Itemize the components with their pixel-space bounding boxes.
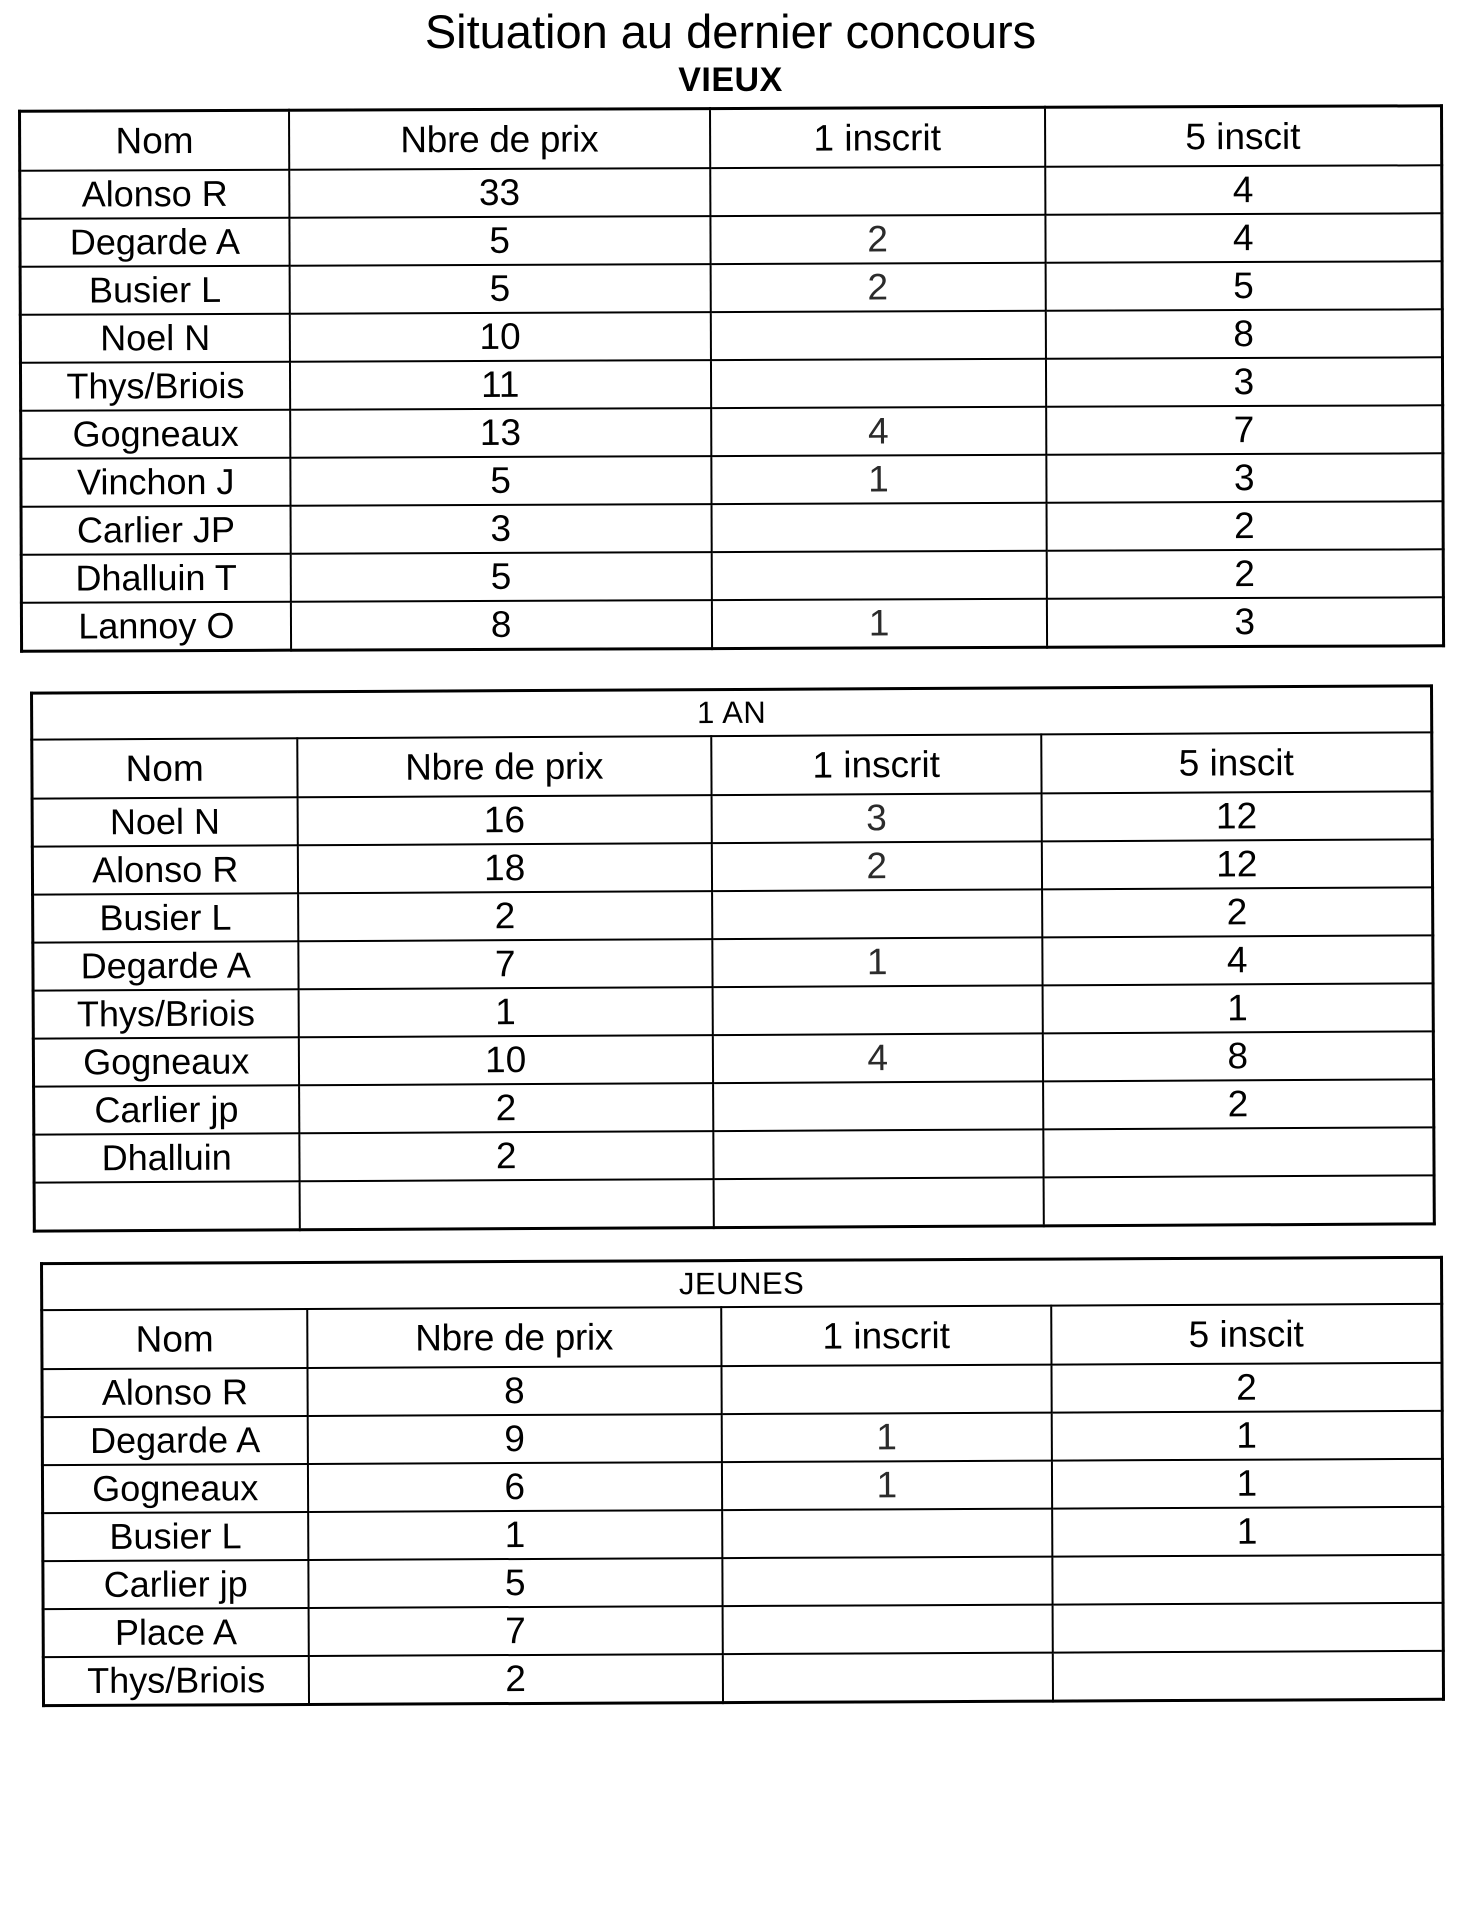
table-row bbox=[43, 1555, 1443, 1609]
table-block-1-an bbox=[18, 688, 1443, 1229]
table-row bbox=[34, 1127, 1434, 1182]
cell-5-inscit: 1 bbox=[1052, 1459, 1443, 1509]
cell-1-inscrit: 2 bbox=[710, 263, 1045, 312]
cell-5-inscit: 3 bbox=[1046, 357, 1443, 407]
table-row bbox=[42, 1411, 1442, 1465]
cell-5-inscit: 3 bbox=[1046, 453, 1443, 503]
cell-nom: Place A bbox=[43, 1608, 308, 1657]
cell-nom: Alonso R bbox=[32, 845, 297, 894]
cell-nbre-de-prix: 9 bbox=[307, 1414, 722, 1464]
table-band-title-row bbox=[32, 686, 1432, 740]
cell-nbre-de-prix: 1 bbox=[308, 1510, 723, 1560]
cell-1-inscrit bbox=[712, 889, 1042, 939]
table-gap-1 bbox=[18, 650, 1443, 688]
table-body-1-an bbox=[32, 791, 1434, 1231]
cell-nom: Noel N bbox=[32, 797, 297, 846]
table-row bbox=[43, 1651, 1443, 1706]
cell-1-inscrit: 4 bbox=[713, 1033, 1043, 1083]
cell-5-inscit: 2 bbox=[1043, 1079, 1434, 1129]
cell-5-inscit bbox=[1052, 1603, 1443, 1653]
table-band-title-vieux: VIEUX bbox=[678, 61, 783, 99]
table-row bbox=[21, 597, 1443, 651]
cell-nom: Gogneaux bbox=[21, 410, 290, 459]
cell-nbre-de-prix: 6 bbox=[307, 1462, 722, 1512]
cell-1-inscrit: 2 bbox=[712, 841, 1042, 891]
cell-nom: Dhalluin bbox=[34, 1133, 299, 1182]
table-row bbox=[42, 1459, 1442, 1513]
cell-nbre-de-prix: 7 bbox=[308, 1606, 723, 1656]
cell-1-inscrit bbox=[711, 551, 1046, 600]
cell-nom: Dhalluin T bbox=[21, 554, 290, 603]
results-table-1-an bbox=[30, 684, 1436, 1232]
table-row bbox=[21, 549, 1443, 602]
cell-5-inscit bbox=[1043, 1175, 1434, 1226]
cell-1-inscrit bbox=[713, 1129, 1043, 1179]
cell-nbre-de-prix: 5 bbox=[289, 264, 710, 314]
table-row bbox=[20, 309, 1442, 362]
cell-nom: Carlier jp bbox=[34, 1085, 299, 1134]
cell-1-inscrit: 1 bbox=[711, 455, 1046, 504]
table-row bbox=[21, 501, 1443, 554]
table-band-title-1-an: 1 AN bbox=[32, 686, 1432, 740]
cell-1-inscrit: 1 bbox=[722, 1461, 1052, 1510]
cell-nom: Noel N bbox=[20, 314, 289, 363]
table-header-row bbox=[42, 1304, 1442, 1369]
cell-nbre-de-prix: 5 bbox=[308, 1558, 723, 1608]
cell-1-inscrit bbox=[713, 1177, 1043, 1227]
cell-nbre-de-prix: 33 bbox=[289, 168, 710, 218]
cell-1-inscrit: 1 bbox=[712, 599, 1047, 649]
cell-5-inscit: 2 bbox=[1046, 549, 1443, 599]
table-row bbox=[32, 791, 1432, 846]
cell-1-inscrit bbox=[723, 1653, 1053, 1703]
cell-1-inscrit: 2 bbox=[710, 215, 1045, 264]
cell-5-inscit: 2 bbox=[1046, 501, 1443, 551]
cell-1-inscrit bbox=[721, 1365, 1051, 1414]
column-header-5-inscit: 5 inscit bbox=[1045, 106, 1442, 167]
cell-5-inscit: 8 bbox=[1043, 1031, 1434, 1081]
table-row bbox=[20, 213, 1442, 266]
table-row-empty bbox=[34, 1175, 1434, 1231]
cell-5-inscit: 5 bbox=[1045, 261, 1442, 311]
cell-nom: Alonso R bbox=[20, 170, 289, 219]
column-header-nom: Nom bbox=[32, 738, 297, 798]
cell-nbre-de-prix: 8 bbox=[291, 600, 712, 650]
cell-nom: Busier L bbox=[20, 266, 289, 315]
cell-1-inscrit: 4 bbox=[711, 407, 1046, 456]
cell-5-inscit: 1 bbox=[1051, 1411, 1442, 1461]
cell-nom: Thys/Briois bbox=[20, 362, 289, 411]
cell-1-inscrit: 3 bbox=[711, 793, 1041, 843]
cell-nbre-de-prix: 13 bbox=[290, 408, 711, 458]
cell-nbre-de-prix: 18 bbox=[297, 843, 712, 893]
cell-1-inscrit bbox=[710, 311, 1045, 360]
column-header-nom: Nom bbox=[20, 110, 289, 171]
table-header-row bbox=[32, 732, 1432, 798]
cell-nom: Gogneaux bbox=[42, 1464, 307, 1513]
results-table-vieux bbox=[18, 104, 1445, 652]
cell-1-inscrit: 1 bbox=[712, 937, 1042, 987]
table-gap-2 bbox=[18, 1229, 1443, 1259]
cell-5-inscit: 2 bbox=[1051, 1363, 1442, 1413]
table-block-vieux bbox=[18, 55, 1443, 650]
column-header-nbre-de-prix: Nbre de prix bbox=[289, 109, 710, 170]
cell-5-inscit bbox=[1053, 1651, 1444, 1701]
cell-nbre-de-prix: 8 bbox=[307, 1366, 722, 1416]
column-header-1-inscrit: 1 inscrit bbox=[710, 107, 1045, 168]
cell-1-inscrit bbox=[711, 503, 1046, 552]
cell-5-inscit: 7 bbox=[1046, 405, 1443, 455]
cell-nbre-de-prix: 5 bbox=[290, 456, 711, 506]
cell-nom: Thys/Briois bbox=[33, 989, 298, 1038]
column-header-5-inscit: 5 inscit bbox=[1051, 1304, 1442, 1365]
cell-nbre-de-prix: 11 bbox=[290, 360, 711, 410]
table-row bbox=[33, 1031, 1433, 1086]
column-header-nbre-de-prix: Nbre de prix bbox=[307, 1307, 722, 1368]
column-header-1-inscrit: 1 inscrit bbox=[711, 734, 1041, 795]
table-band-title-jeunes: JEUNES bbox=[42, 1257, 1442, 1310]
cell-1-inscrit bbox=[722, 1557, 1052, 1606]
cell-nom bbox=[34, 1181, 299, 1231]
cell-5-inscit: 12 bbox=[1041, 839, 1432, 889]
cell-5-inscit: 1 bbox=[1042, 983, 1433, 1033]
cell-nom: Degarde A bbox=[42, 1416, 307, 1465]
cell-5-inscit: 1 bbox=[1052, 1507, 1443, 1557]
cell-nom: Degarde A bbox=[33, 941, 298, 990]
table-row bbox=[20, 357, 1442, 410]
cell-nom: Carlier JP bbox=[21, 506, 290, 555]
table-row bbox=[20, 261, 1442, 314]
cell-5-inscit: 12 bbox=[1041, 791, 1432, 841]
table-row bbox=[33, 983, 1433, 1038]
table-row bbox=[43, 1603, 1443, 1657]
cell-nbre-de-prix: 16 bbox=[297, 795, 712, 845]
table-row bbox=[33, 887, 1433, 942]
cell-nbre-de-prix: 10 bbox=[298, 1035, 713, 1085]
column-header-nom: Nom bbox=[42, 1309, 307, 1369]
column-header-5-inscit: 5 inscit bbox=[1041, 732, 1432, 793]
table-block-jeunes bbox=[18, 1259, 1443, 1704]
cell-nom: Carlier jp bbox=[43, 1560, 308, 1609]
cell-nom: Gogneaux bbox=[33, 1037, 298, 1086]
cell-nbre-de-prix: 2 bbox=[299, 1083, 714, 1133]
cell-nom: Lannoy O bbox=[21, 602, 290, 652]
cell-nom: Busier L bbox=[43, 1512, 308, 1561]
cell-nom: Busier L bbox=[33, 893, 298, 942]
cell-nbre-de-prix: 1 bbox=[298, 987, 713, 1037]
table-row bbox=[43, 1507, 1443, 1561]
table-body-vieux bbox=[20, 165, 1444, 651]
cell-5-inscit: 2 bbox=[1042, 887, 1433, 937]
table-row bbox=[21, 453, 1443, 506]
table-row bbox=[21, 405, 1443, 458]
cell-1-inscrit bbox=[722, 1509, 1052, 1558]
cell-nom: Vinchon J bbox=[21, 458, 290, 507]
cell-5-inscit bbox=[1052, 1555, 1443, 1605]
cell-nbre-de-prix: 3 bbox=[290, 504, 711, 554]
cell-nbre-de-prix: 5 bbox=[289, 216, 710, 266]
cell-nbre-de-prix: 2 bbox=[299, 1131, 714, 1181]
cell-5-inscit bbox=[1043, 1127, 1434, 1177]
cell-1-inscrit bbox=[713, 1081, 1043, 1131]
table-row bbox=[32, 839, 1432, 894]
cell-5-inscit: 4 bbox=[1045, 165, 1442, 215]
cell-5-inscit: 8 bbox=[1045, 309, 1442, 359]
table-body-jeunes bbox=[42, 1363, 1444, 1706]
table-band-title-row bbox=[42, 1257, 1442, 1310]
cell-nbre-de-prix: 7 bbox=[298, 939, 713, 989]
cell-1-inscrit bbox=[711, 359, 1046, 408]
cell-1-inscrit bbox=[712, 985, 1042, 1035]
cell-nom: Thys/Briois bbox=[43, 1656, 308, 1706]
cell-nbre-de-prix: 2 bbox=[298, 891, 713, 941]
cell-nom: Degarde A bbox=[20, 218, 289, 267]
table-row bbox=[34, 1079, 1434, 1134]
cell-nbre-de-prix: 2 bbox=[308, 1654, 723, 1704]
column-header-nbre-de-prix: Nbre de prix bbox=[297, 736, 712, 797]
cell-5-inscit: 4 bbox=[1042, 935, 1433, 985]
table-row bbox=[33, 935, 1433, 990]
cell-nbre-de-prix bbox=[299, 1179, 714, 1230]
cell-5-inscit: 4 bbox=[1045, 213, 1442, 263]
results-table-jeunes bbox=[40, 1256, 1445, 1707]
page-title: Situation au dernier concours bbox=[424, 5, 1037, 58]
table-header-row bbox=[20, 106, 1442, 171]
table-row bbox=[20, 165, 1442, 218]
column-header-1-inscrit: 1 inscrit bbox=[721, 1306, 1051, 1366]
cell-nbre-de-prix: 5 bbox=[290, 552, 711, 602]
cell-1-inscrit bbox=[710, 167, 1045, 216]
cell-1-inscrit bbox=[723, 1605, 1053, 1654]
cell-1-inscrit: 1 bbox=[722, 1413, 1052, 1462]
cell-nom: Alonso R bbox=[42, 1368, 307, 1417]
table-row bbox=[42, 1363, 1442, 1417]
cell-nbre-de-prix: 10 bbox=[290, 312, 711, 362]
cell-5-inscit: 3 bbox=[1046, 597, 1443, 647]
